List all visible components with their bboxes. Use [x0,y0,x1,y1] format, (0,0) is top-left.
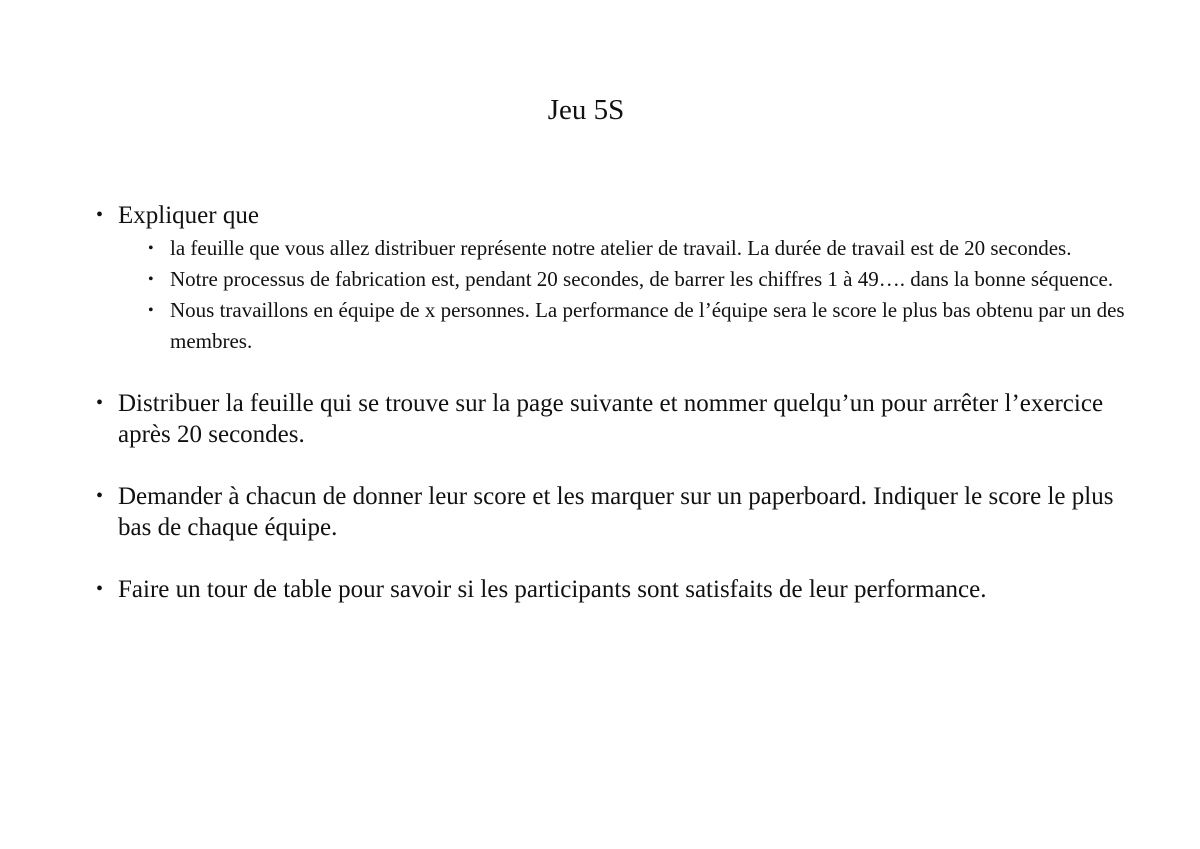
bullet-icon: • [96,392,104,414]
page-title: Jeu 5S [547,94,625,126]
list-item-text: Faire un tour de table pour savoir si les participants sont satisfaits de leur performance. [118,576,987,603]
list-item-expliquer [96,200,1126,357]
list-item-text: Distribuer la feuille qui se trouve sur la page suivante et nommer quelqu’un pour arrêter l’exercice après 20 secondes. [118,390,1104,448]
sub-list-item-text: la feuille que vous allez distribuer représente notre atelier de travail. La durée de travail est de 20 secondes. [170,236,1072,260]
bullet-icon: • [96,204,104,226]
bullet-icon: • [96,578,104,600]
list-item-demander [96,481,1126,543]
list-item-text: Expliquer que [118,202,259,229]
instructions-list [96,200,1126,605]
list-item-text: Demander à chacun de donner leur score et les marquer sur un paperboard. Indiquer le score le plus bas de chaque équipe. [118,483,1114,541]
sub-list-item-text: Notre processus de fabrication est, pendant 20 secondes, de barrer les chiffres 1 à 49…. dans la bonne séquence. [170,267,1114,291]
bullet-icon: • [148,302,154,319]
sub-list-item [148,295,1126,357]
instructions-list-container [96,200,1126,605]
list-item-distribuer [96,388,1126,450]
sub-list [118,233,1126,357]
sub-list-item [148,264,1126,295]
bullet-icon: • [96,485,104,507]
bullet-icon: • [148,271,154,288]
bullet-icon: • [148,240,154,257]
sub-list-item-text: Nous travaillons en équipe de x personnes. La performance de l’équipe sera le score le plus bas obtenu par un des membres. [170,298,1125,353]
list-item-tour-de-table [96,574,1126,605]
sub-list-item [148,233,1126,264]
